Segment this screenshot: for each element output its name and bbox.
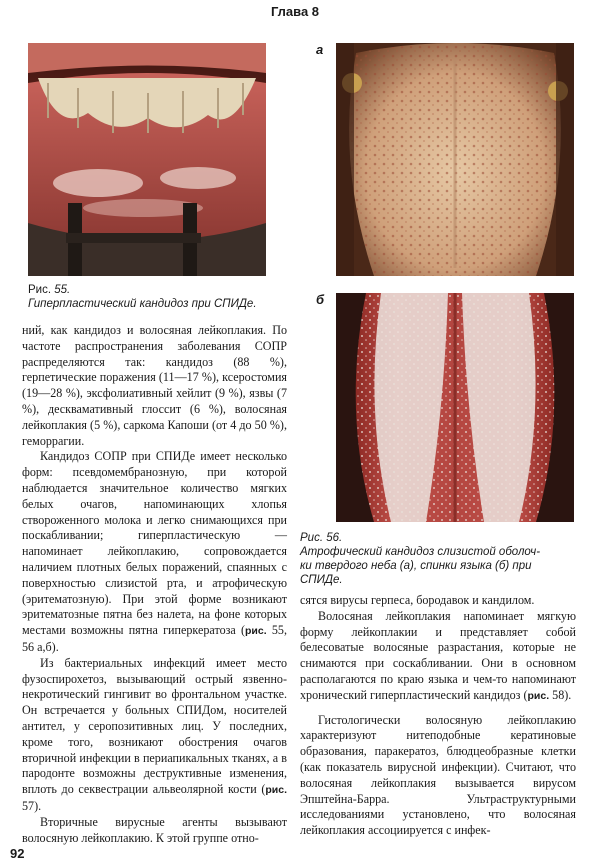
figure-55-title: Гиперпластический кандидоз при СПИДе. [28,298,257,310]
left-paragraph-3: Из бактериальных инфекций имеет место фузоспирохетоз, вызывающий острый язвенно-некротический гингивит во фронтальном участке. Он встречается у больных СПИДом, носителей антител, у серопозитивных лиц. У последних, кроме того, возникают обострения очагов вторичной инфекции в периапикальных тканях, а в пародонте возможны деструктивные изменения, вплоть до секвестрации альвеолярной кости (рис. 57). [22,655,287,813]
left-text-column [22,323,287,846]
right-paragraph-3: Гистологически волосяную лейкоплакию характеризуют нитеподобные кератиновые образования, паракератоз, блюдцеобразные клетки (как показатель вирусной инфекции). Считают, что волосяная лейкоплакия вызывается вирусом Эпштейна-Барра. Ультраструктурными исследованиями установлено, что волосяная лейкоплакия ассоциируется с инфек- [300,712,576,838]
mouth-photo-image [28,43,266,276]
right-paragraph-2: Волосяная лейкоплакия напоминает мягкую форму лейкоплакии и представляет собой белесоватые волосяные разрастания, которые не снимаются при соскабливании. Они в основном располагаются по краю языка и чем-то напоминают хронический гиперпластический кандидоз (рис. 58). [300,608,576,702]
figure-56-title-line-3: СПИДе. [300,574,343,586]
figure-55-caption [28,283,278,311]
figure-55-number: Рис. 55. [28,284,71,296]
page-number: 92 [10,846,25,861]
figure-56-label-b: б [316,292,325,307]
left-paragraph-2: Кандидоз СОПР при СПИДе имеет несколько форм: псевдомембранозную, при которой наблюдается значительное количество мягких белых очагов, напоминающих хлопья створоженного молока и легко снимающихся при поскабливании; гиперпластическую — напоминает лейкоплакию, сопровождается наличием плотных белых поражений, спаянных с поверхностью слизистой рта, и атрофическую (эритематозную). При этой форме возникают эритематозные пятна без налета, на фоне которых местами возможны пятна гиперкератоза (рис. 55, 56 а,б). [22,449,287,654]
figure-55-photo [28,43,266,276]
figure-56-caption [300,531,580,587]
figure-56b-photo [336,293,574,522]
figure-56a-photo [336,43,574,276]
left-paragraph-4: Вторичные вирусные агенты вызывают волосяную лейкоплакию. К этой группе отно- [22,814,287,845]
palate-photo-image [336,43,574,276]
chapter-header: Глава 8 [270,4,320,19]
right-paragraph-1: сятся вирусы герпеса, бородавок и кандилом. [300,593,535,607]
left-paragraph-1: ний, как кандидоз и волосяная лейкоплакия. По частоте распространения заболевания СОПР распределяются так: кандидоз (88 %), герпетические поражения (11—17 %), ксеростомия (19—28 %), эксфолиативный хейлит (9 %), язвы (7 %), десквамативный глоссит (6 %), волосяная лейкоплакия (5 %), саркома Капоши (от 4 до 50 %), геморрагии. [22,323,287,448]
right-text-column [300,593,576,839]
figure-56-label-a: а [316,42,324,57]
figure-56-number: Рис. 56. [300,532,343,544]
tongue-photo-image [336,293,574,522]
figure-56-title-line-2: ки твердого неба (а), спинки языка (б) при [300,560,532,572]
figure-56-title-line-1: Атрофический кандидоз слизистой оболоч- [300,546,541,558]
